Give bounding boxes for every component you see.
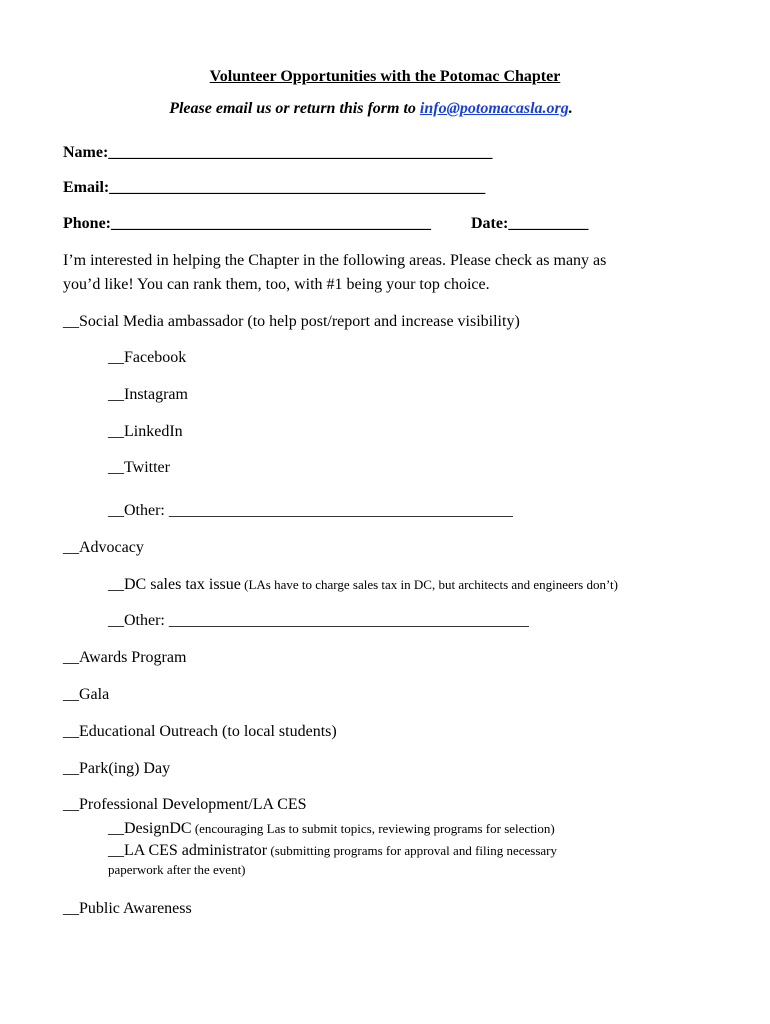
item-facebook[interactable]: __Facebook — [108, 349, 187, 366]
instructions-prefix: Please email us or return this form to — [169, 100, 420, 117]
dc-sales-tax-note: (LAs have to charge sales tax in DC, but architects and engineers don’t) — [240, 577, 619, 592]
item-public-awareness[interactable]: __Public Awareness — [63, 900, 192, 917]
item-social-media[interactable]: __Social Media ambassador (to help post/report and increase visibility) — [63, 313, 520, 330]
phone-field[interactable]: Phone:________________________________________ — [63, 215, 431, 232]
instructions-line — [0, 99, 742, 119]
item-design-dc[interactable] — [108, 819, 555, 839]
item-gala[interactable]: __Gala — [63, 686, 110, 703]
email-field[interactable]: Email:_______________________________________________ — [63, 179, 486, 196]
item-educational[interactable]: __Educational Outreach (to local students) — [63, 723, 337, 740]
item-social-other[interactable]: __Other: ___________________________________________ — [108, 502, 513, 519]
intro-line-2: you’d like! You can rank them, too, with #1 being your top choice. — [63, 276, 490, 293]
email-link[interactable]: info@potomacasla.org — [419, 100, 569, 117]
item-instagram[interactable]: __Instagram — [108, 386, 188, 403]
dc-sales-tax-label: __DC sales tax issue — [108, 576, 241, 593]
la-ces-note: (submitting programs for approval and filing necessary — [267, 843, 558, 858]
item-la-ces[interactable] — [108, 841, 557, 861]
name-field[interactable]: Name:________________________________________________ — [63, 144, 493, 161]
date-field[interactable]: Date:__________ — [471, 215, 589, 232]
item-advocacy[interactable]: __Advocacy — [63, 539, 144, 556]
item-prof-dev[interactable]: __Professional Development/LA CES — [63, 796, 307, 813]
item-twitter[interactable]: __Twitter — [108, 459, 170, 476]
item-dc-sales-tax[interactable] — [108, 575, 618, 595]
item-awards[interactable]: __Awards Program — [63, 649, 187, 666]
la-ces-label: __LA CES administrator — [108, 842, 268, 859]
item-parking-day[interactable]: __Park(ing) Day — [63, 760, 171, 777]
la-ces-note-continued: paperwork after the event) — [108, 862, 246, 877]
intro-line-1: I’m interested in helping the Chapter in the following areas. Please check as many as — [63, 252, 607, 269]
design-dc-note: (encouraging Las to submit topics, reviewing programs for selection) — [191, 821, 555, 836]
item-advocacy-other[interactable]: __Other: _____________________________________________ — [108, 612, 529, 629]
instructions-suffix: . — [568, 100, 573, 117]
item-linkedin[interactable]: __LinkedIn — [108, 423, 183, 440]
page-title: Volunteer Opportunities with the Potomac Chapter — [209, 68, 561, 85]
design-dc-label: __DesignDC — [108, 820, 192, 837]
